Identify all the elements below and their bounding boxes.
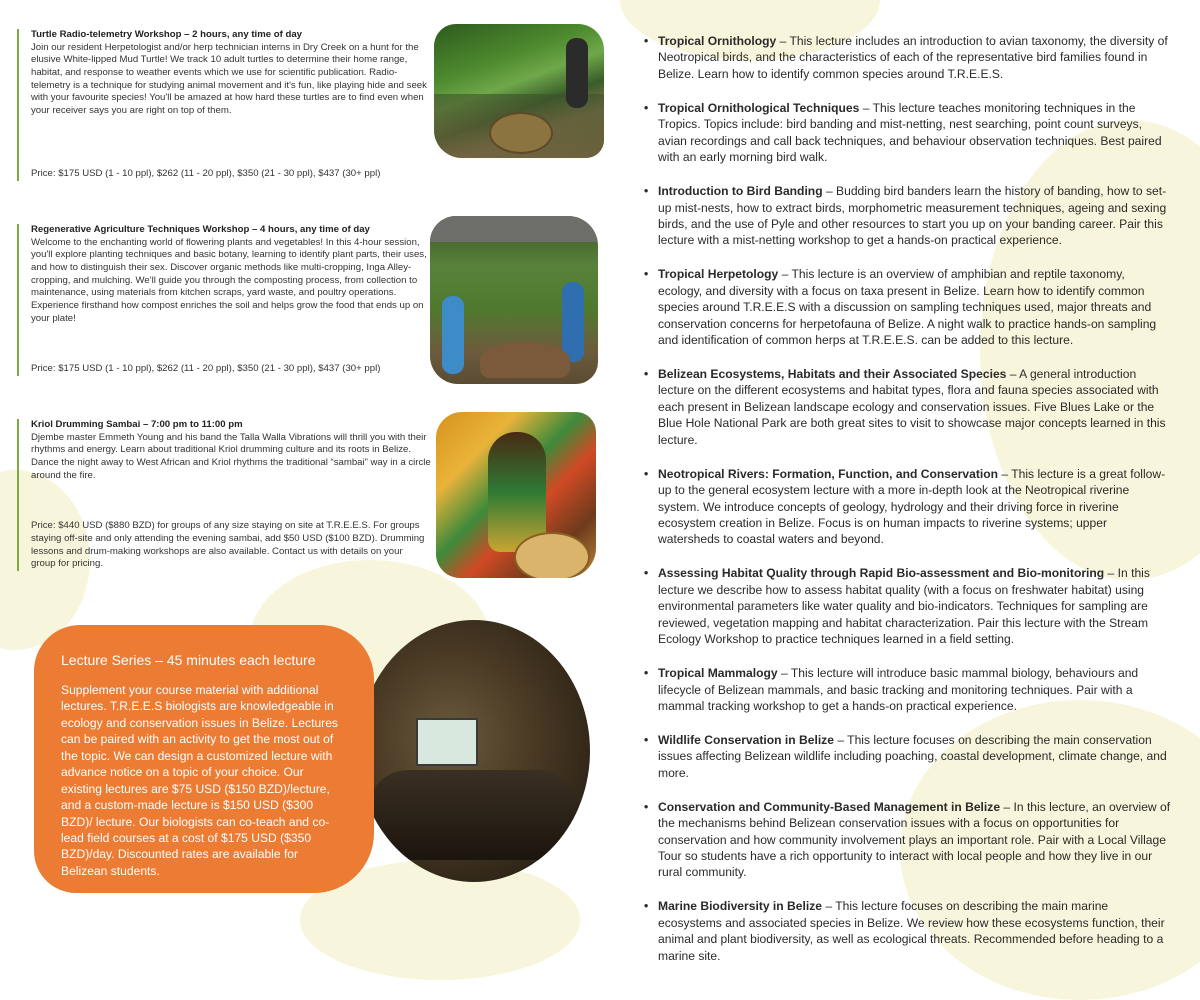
bullet-icon: • xyxy=(644,566,649,581)
bullet-icon: • xyxy=(644,34,649,48)
bullet-icon: • xyxy=(644,466,649,481)
right-page xyxy=(600,0,1200,963)
lecture-name: Tropical Mammalogy xyxy=(658,666,778,681)
workshop-regenerative-agriculture xyxy=(17,224,431,376)
drum-shape xyxy=(514,532,590,578)
person-silhouette xyxy=(562,282,584,362)
list-item xyxy=(644,565,1172,647)
list-item xyxy=(644,732,1172,781)
lecture-description: – This lecture focuses on describing the main conservation issues affecting Belizean wildlife including poaching, coastal development, climate change, and more. xyxy=(658,732,1167,780)
lecture-name: Wildlife Conservation in Belize xyxy=(658,732,834,747)
left-page xyxy=(0,0,600,927)
lecture-name: Tropical Herpetology xyxy=(658,267,779,282)
workshop-title: Kriol Drumming Sambai – 7:00 pm to 11:00 pm xyxy=(31,419,243,430)
turtle-telemetry-photo xyxy=(434,24,604,158)
shelter-roof xyxy=(430,216,598,242)
lecture-series-box xyxy=(34,625,374,893)
workshop-title: Turtle Radio-telemetry Workshop – 2 hours, any time of day xyxy=(31,29,302,40)
lecture-classroom-photo xyxy=(358,620,590,882)
lecture-series-description: Supplement your course material with additional lectures. T.R.E.E.S biologists are knowledgeable in ecology and conservation issues in Belize. Lectures can be paired with an activity to get the most out of the topic. We can design a customized lecture with advance notice on a topic of your choice. Our existing lectures are $75 USD ($150 BZD)/lecture, and a custom-made lecture is $150 USD ($300 BZD)/ lecture. Our biologists can co-teach and co-lead field courses at a cost of $175 USD ($350 BZD)/day. Discounted rates are available for Belizean students. xyxy=(61,683,338,878)
workshop-turtle-telemetry xyxy=(17,29,431,181)
lecture-description: – This lecture includes an introduction to avian taxonomy, the diversity of Neotropical birds, and the characteristics of each of the representative bird families found in Belize. Learn how to identify common species around T.R.E.E.S. xyxy=(658,34,1168,81)
projector-screen xyxy=(416,718,478,766)
lecture-description: – In this lecture we describe how to assess habitat quality (with a focus on freshwater habitat) using environmental parameters like water quality and bio-indicators. Techniques for sampling are reviewed, vegetation mapping and habitat characterization. Pair this lecture with the Stream Ecology Workshop to practice techniques learned in a field setting. xyxy=(658,566,1150,647)
agriculture-workshop-photo xyxy=(430,216,598,384)
bullet-icon: • xyxy=(644,799,649,814)
lecture-description: – This lecture is a great follow-up to the general ecosystem lecture with a more in-depth look at the Neotropical riverine system. We introduce concepts of geology, hydrology and their driving force in riverine ecosystem creation in Belize. Focus is on human impacts to riverine systems; upper watersheds to coastal waters and beyond. xyxy=(658,466,1166,547)
bullet-icon: • xyxy=(644,732,649,747)
bullet-icon: • xyxy=(644,100,649,115)
list-item xyxy=(644,366,1172,448)
lecture-name: Tropical Ornithological Techniques xyxy=(658,100,860,115)
list-item xyxy=(644,898,1172,964)
lecture-name: Marine Biodiversity in Belize xyxy=(658,899,822,914)
lecture-description: – Budding bird banders learn the history of banding, how to set-up mist-nests, how to extract birds, morphometric measurement techniques, ageing and sexing birds, and the use of Pyle and other resources to start you up on your banding career. Pair this lecture with a mist-netting workshop to get a hands-on practical experience. xyxy=(658,184,1167,248)
bullet-icon: • xyxy=(644,184,649,199)
audience-silhouettes xyxy=(368,770,578,860)
lecture-name: Introduction to Bird Banding xyxy=(658,184,823,199)
list-item xyxy=(644,33,1172,82)
lecture-description: – This lecture teaches monitoring techniques in the Tropics. Topics include: bird banding and mist-netting, nest searching, point count surveys, avian recordings and call back techniques, and behaviour observation techniques. Best paired with an early morning bird walk. xyxy=(658,100,1162,165)
lecture-description: – In this lecture, an overview of the mechanisms behind Belizean conservation issues with a focus on opportunities for conservation and how community involvement plays an important role. Pair with a Local Village Tour so students have a rich opportunity to interact with local people and how they live in our rural community. xyxy=(658,799,1171,880)
workshop-description: Welcome to the enchanting world of flowering plants and vegetables! In this 4-hour session, you'll explore planting techniques and basic botany, learning to identify plant parts, their uses, and how to distinguish their sex. Discover organic methods like multi-cropping, Inga Alley-cropping, and mulching. We'll guide you through the composting process, from collection to maintenance, using materials from kitchen scraps, yard waste, and poultry operations. Experience firsthand how compost enriches the soil and helps grow the food that ends up on your plate! xyxy=(31,236,427,324)
lecture-name: Conservation and Community-Based Management in Belize xyxy=(658,799,1001,814)
lecture-description: – This lecture is an overview of amphibian and reptile taxonomy, ecology, and diversity with a focus on taxa present in Belize. Learn how to identify common species around T.R.E.E.S with a discussion on sampling techniques used, major threats and conservation concerns for herpetofauna of Belize. A night walk to practice hands-on sampling and identification of common herps at T.R.E.E.S. can be added to this lecture. xyxy=(658,267,1157,348)
lecture-name: Belizean Ecosystems, Habitats and their Associated Species xyxy=(658,367,1007,381)
bullet-icon: • xyxy=(644,666,649,681)
lecture-list xyxy=(644,33,1172,982)
compost-pile xyxy=(480,342,570,378)
list-item xyxy=(644,799,1172,881)
bullet-icon: • xyxy=(644,367,649,381)
workshop-title: Regenerative Agriculture Techniques Workshop – 4 hours, any time of day xyxy=(31,224,370,235)
workshop-description: Join our resident Herpetologist and/or herp technician interns in Dry Creek on a hunt for the elusive White-lipped Mud Turtle! We track 10 adult turtles to determine their home range, habitat, and response to weather events which we use for scientific publication. Radio-telemetry is a technique for studying animal movement and it's fun, like playing hide and seek with your favourite species! You'll be amazed at how hard these turtles are to find even when your receiver says you are right on top of them. xyxy=(31,41,427,116)
lecture-name: Tropical Ornithology xyxy=(658,34,777,48)
list-item xyxy=(644,183,1172,249)
drumming-photo xyxy=(436,412,596,578)
workshop-price: Price: $175 USD (1 - 10 ppl), $262 (11 - 20 ppl), $350 (21 - 30 ppl), $437 (30+ ppl) xyxy=(31,168,381,180)
lecture-name: Neotropical Rivers: Formation, Function, and Conservation xyxy=(658,466,999,481)
bullet-icon: • xyxy=(644,899,649,914)
workshop-kriol-drumming xyxy=(17,419,431,571)
lecture-description: – A general introduction lecture on the different ecosystems and habitat types, flora and fauna species associated with each present in Belizean landscape ecology and conservation issues. Five Blues Lake or the Blue Hole National Park are both great sites to visit to showcase major concepts learned in this lecture. xyxy=(658,367,1166,447)
workshop-price: Price: $440 USD ($880 BZD) for groups of any size staying on site at T.R.E.E.S. For groups staying off-site and only attending the evening sambai, add $50 USD ($100 BZD). Drumming lessons and drum-making workshops are also available. Contact us with details on your group for pricing. xyxy=(31,520,425,570)
lecture-description: – This lecture will introduce basic mammal biology, behaviours and lifecycle of Belizean mammals, and basic tracking and monitoring techniques. Pair with a mammal tracking workshop to get a hands-on practical experience. xyxy=(658,666,1139,713)
list-item xyxy=(644,100,1172,166)
list-item xyxy=(644,266,1172,348)
list-item xyxy=(644,466,1172,548)
person-silhouette xyxy=(442,296,464,374)
list-item xyxy=(644,665,1172,714)
turtle-shape xyxy=(489,112,553,154)
workshop-description: Djembe master Emmeth Young and his band the Talla Walla Vibrations will thrill you with their rhythms and energy. Learn about traditional Kriol drumming culture and its roots in Belize. Dance the night away to West African and Kriol rhythms the traditional “sambai” way in a circle around the fire. xyxy=(31,431,431,481)
workshop-price: Price: $175 USD (1 - 10 ppl), $262 (11 - 20 ppl), $350 (21 - 30 ppl), $437 (30+ ppl) xyxy=(31,363,381,375)
lecture-description: – This lecture focuses on describing the main marine ecosystems and associated species in Belize. We review how these ecosystems function, their animal and plant biodiversity, as well as ecological threats. Recommended before heading to a marine site. xyxy=(658,899,1165,963)
person-silhouette xyxy=(566,38,588,108)
lecture-series-title: Lecture Series – 45 minutes each lecture xyxy=(61,652,316,668)
lecture-name: Assessing Habitat Quality through Rapid Bio-assessment and Bio-monitoring xyxy=(658,566,1105,581)
bullet-icon: • xyxy=(644,267,649,282)
